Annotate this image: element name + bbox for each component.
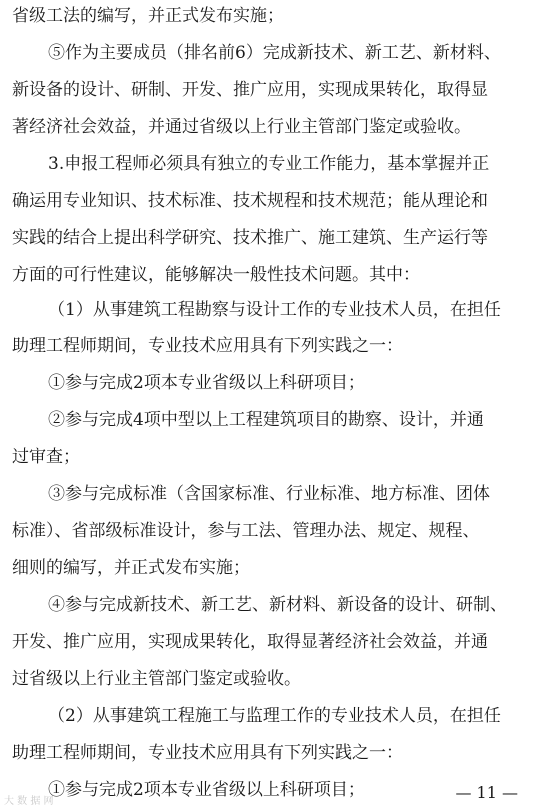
text-line: （1）从事建筑工程勘察与设计工作的专业技术人员，在担任 (48, 300, 501, 320)
text-line: ②参与完成4项中型以上工程建筑项目的勘察、设计，并通 (48, 410, 484, 430)
text-line: 实践的结合上提出科学研究、技术推广、施工建筑、生产运行等 (12, 228, 488, 248)
text-line: 确运用专业知识、技术标准、技术规程和技术规范；能从理论和 (12, 191, 488, 211)
page-number: — 11 — (455, 783, 518, 802)
text-line: 开发、推广应用，实现成果转化，取得显著经济社会效益，并通 (12, 632, 488, 652)
text-line: 标准）、省部级标准设计，参与工法、管理办法、规定、规程、 (12, 521, 480, 541)
text-line: 新设备的设计、研制、开发、推广应用，实现成果转化，取得显 (12, 80, 488, 100)
text-line: 过省级以上行业主管部门鉴定或验收。 (12, 669, 301, 689)
text-line: ①参与完成2项本专业省级以上科研项目； (48, 373, 365, 393)
text-line: 省级工法的编写，并正式发布实施； (12, 6, 284, 26)
text-line: ①参与完成2项本专业省级以上科研项目； (48, 780, 365, 800)
text-line: 助理工程师期间，专业技术应用具有下列实践之一： (12, 743, 403, 763)
text-line: 细则的编写，并正式发布实施； (12, 558, 250, 578)
text-line: ③参与完成标准（含国家标准、行业标准、地方标准、团体 (48, 484, 490, 504)
text-line: ④参与完成新技术、新工艺、新材料、新设备的设计、研制、 (48, 595, 507, 615)
text-line: 助理工程师期间，专业技术应用具有下列实践之一： (12, 336, 403, 356)
text-line: 3.申报工程师必须具有独立的专业工作能力，基本掌握并正 (48, 154, 490, 174)
text-line: 过审查； (12, 447, 80, 467)
text-line: 方面的可行性建议，能够解决一般性技术问题。其中： (12, 265, 420, 285)
text-line: ⑤作为主要成员（排名前6）完成新技术、新工艺、新材料、 (48, 43, 501, 63)
watermark: 大 数 据 网 (4, 796, 54, 807)
text-line: （2）从事建筑工程施工与监理工作的专业技术人员，在担任 (48, 706, 501, 726)
text-line: 著经济社会效益，并通过省级以上行业主管部门鉴定或验收。 (12, 117, 471, 137)
